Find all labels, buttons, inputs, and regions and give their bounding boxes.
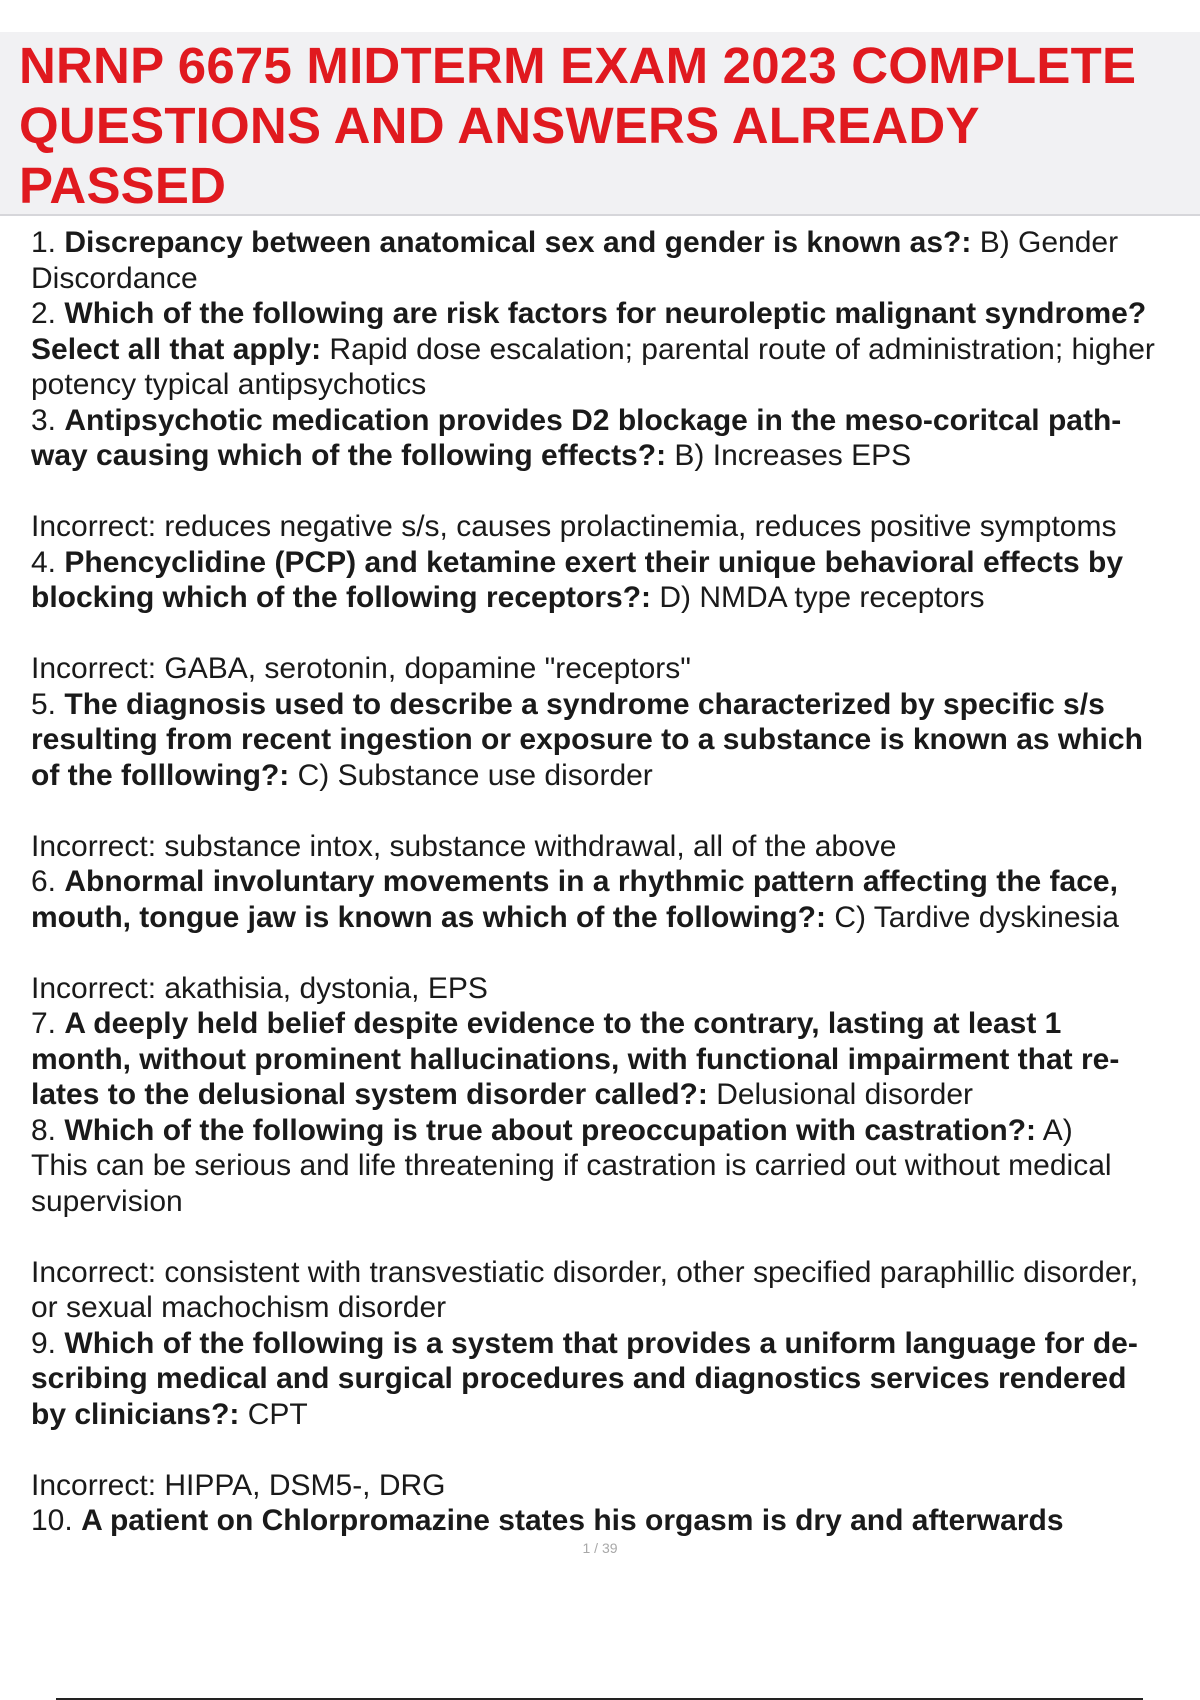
- text-line: [31, 296, 1200, 332]
- text-line: [31, 1397, 1200, 1433]
- question-number: 4.: [31, 545, 57, 579]
- answer-text: C) Tardive dyskinesia: [825, 900, 1119, 934]
- question-text: Abnormal involuntary movements in a rhythmic pattern affecting the face,: [64, 865, 1118, 898]
- text-line: [31, 332, 1200, 368]
- question-item: [31, 1113, 1200, 1326]
- text-line: [31, 1148, 1200, 1184]
- text-line: [31, 1503, 1200, 1539]
- answer-text: Incorrect: reduces negative s/s, causes prolactinemia, reduces positive symptoms: [31, 510, 1117, 543]
- text-line: [31, 1042, 1200, 1078]
- answer-text: supervision: [31, 1184, 183, 1218]
- text-line: [31, 367, 1200, 403]
- text-line: [31, 687, 1200, 723]
- question-number: 1.: [31, 226, 57, 259]
- question-text: A deeply held belief despite evidence to the contrary, lasting at least 1: [64, 1007, 1062, 1040]
- question-number: 10.: [31, 1504, 73, 1537]
- question-text: Which of the following is true about preoccupation with castration?:: [64, 1113, 1037, 1147]
- question-item: [31, 687, 1200, 865]
- question-text: Antipsychotic medication provides D2 blockage in the meso-coritcal path-: [64, 403, 1122, 437]
- text-line: [31, 438, 1200, 474]
- text-line: [31, 1468, 1200, 1504]
- question-text: Discrepancy between anatomical sex and gender is known as?:: [64, 226, 972, 259]
- text-line: [31, 758, 1200, 794]
- text-line: [31, 651, 1200, 687]
- question-text: way causing which of the following effects?:: [31, 439, 667, 472]
- question-item: [31, 1503, 1200, 1539]
- text-line: [31, 509, 1200, 545]
- question-item: [31, 1326, 1200, 1504]
- text-line: [31, 829, 1200, 865]
- question-text: scribing medical and surgical procedures and diagnostics services rendered: [31, 1362, 1127, 1395]
- question-number: 9.: [31, 1326, 57, 1360]
- blank-line: [31, 616, 1200, 652]
- text-line: [31, 1077, 1200, 1113]
- question-item: [31, 225, 1200, 296]
- text-line: [31, 1006, 1200, 1042]
- answer-text: Delusional disorder: [707, 1078, 974, 1111]
- text-line: [31, 1113, 1200, 1149]
- question-text: Phencyclidine (PCP) and ketamine exert their unique behavioral effects by: [64, 545, 1124, 579]
- question-text: by clinicians?:: [31, 1397, 240, 1431]
- text-line: [31, 722, 1200, 758]
- question-text: resulting from recent ingestion or exposure to a substance is known as which: [31, 723, 1143, 756]
- text-line: [31, 1255, 1200, 1291]
- question-item: [31, 296, 1200, 403]
- question-number: 6.: [31, 865, 57, 898]
- question-item: [31, 403, 1200, 545]
- text-line: [31, 403, 1200, 439]
- question-text: The diagnosis used to describe a syndrome characterized by specific s/s: [64, 687, 1105, 721]
- answer-text: C) Substance use disorder: [289, 758, 653, 792]
- question-text: lates to the delusional system disorder called?:: [31, 1078, 708, 1111]
- text-line: [31, 225, 1200, 261]
- answer-text: potency typical antipsychotics: [31, 368, 427, 401]
- answer-text: D) NMDA type receptors: [651, 581, 985, 614]
- question-text: Select all that apply:: [31, 332, 322, 366]
- question-number: 7.: [31, 1007, 57, 1040]
- question-number: 2.: [31, 297, 57, 330]
- question-item: [31, 545, 1200, 687]
- question-number: 3.: [31, 403, 57, 437]
- question-text: mouth, tongue jaw is known as which of the following?:: [31, 900, 826, 934]
- text-line: [31, 1326, 1200, 1362]
- answer-text: This can be serious and life threatening if castration is carried out without medical: [31, 1149, 1112, 1182]
- answer-text: Incorrect: consistent with transvestiatic disorder, other specified paraphillic disorder,: [31, 1255, 1139, 1289]
- answer-text: Incorrect: substance intox, substance withdrawal, all of the above: [31, 829, 897, 863]
- answer-text: B) Increases EPS: [666, 439, 912, 472]
- text-line: [31, 261, 1200, 297]
- title-line-1: NRNP 6675 MIDTERM EXAM 2023 COMPLETE: [19, 37, 1137, 94]
- answer-text: B) Gender: [971, 226, 1119, 259]
- question-text: A patient on Chlorpromazine states his orgasm is dry and afterwards: [81, 1504, 1064, 1537]
- answer-text: A): [1036, 1113, 1073, 1147]
- title-line-3: PASSED: [19, 157, 227, 214]
- text-line: [31, 971, 1200, 1007]
- answer-text: Incorrect: HIPPA, DSM5-, DRG: [31, 1468, 446, 1502]
- answer-text: Incorrect: akathisia, dystonia, EPS: [31, 971, 488, 1005]
- question-item: [31, 864, 1200, 1006]
- question-text: blocking which of the following receptors?:: [31, 581, 652, 614]
- document-title: [19, 36, 1189, 216]
- blank-line: [31, 1432, 1200, 1468]
- text-line: [31, 1290, 1200, 1326]
- blank-line: [31, 474, 1200, 510]
- blank-line: [31, 793, 1200, 829]
- question-item: [31, 1006, 1200, 1113]
- text-line: [31, 580, 1200, 616]
- answer-text: CPT: [239, 1397, 308, 1431]
- blank-line: [31, 1219, 1200, 1255]
- question-answer-list: [31, 225, 1200, 1539]
- question-text: Which of the following are risk factors for neuroleptic malignant syndrome?: [64, 297, 1147, 330]
- blank-line: [31, 935, 1200, 971]
- answer-text: Discordance: [31, 261, 198, 295]
- question-text: Which of the following is a system that provides a uniform language for de-: [64, 1326, 1138, 1360]
- question-text: of the folllowing?:: [31, 758, 290, 792]
- text-line: [31, 864, 1200, 900]
- page-number: 1 / 39: [582, 1540, 618, 1556]
- answer-text: Incorrect: GABA, serotonin, dopamine "receptors": [31, 652, 691, 685]
- text-line: [31, 545, 1200, 581]
- answer-text: or sexual machochism disorder: [31, 1291, 447, 1324]
- text-line: [31, 1361, 1200, 1397]
- question-text: month, without prominent hallucinations, with functional impairment that re-: [31, 1042, 1120, 1076]
- text-line: [31, 900, 1200, 936]
- question-number: 5.: [31, 687, 57, 721]
- question-number: 8.: [31, 1113, 57, 1147]
- answer-text: Rapid dose escalation; parental route of administration; higher: [321, 332, 1155, 366]
- title-line-2: QUESTIONS AND ANSWERS ALREADY: [19, 97, 980, 154]
- text-line: [31, 1184, 1200, 1220]
